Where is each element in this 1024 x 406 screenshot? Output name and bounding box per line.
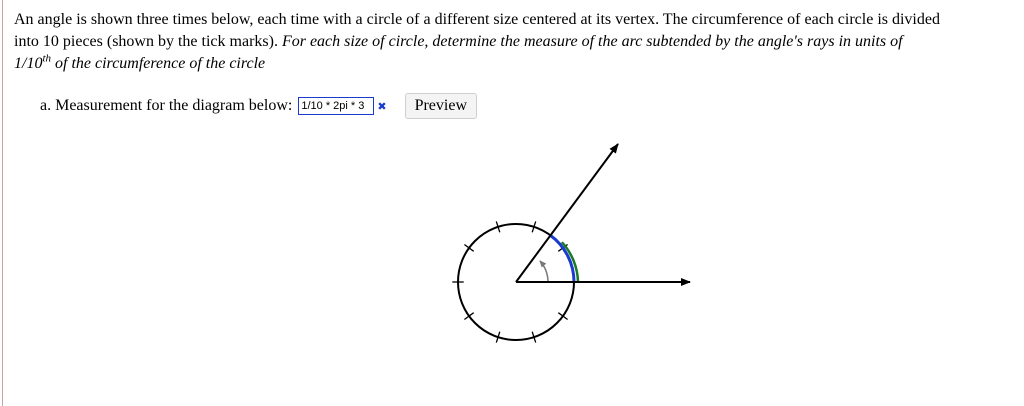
angle-diagram	[440, 138, 710, 353]
problem-line-3-rest: of the circumference of the circle	[51, 55, 266, 72]
problem-line-3	[14, 52, 266, 72]
superscript-th: th	[42, 52, 52, 65]
answer-row	[40, 93, 477, 119]
angle-direction-arrow	[540, 261, 548, 282]
problem-line-2-plain: into 10 pieces (shown by the tick marks).	[14, 33, 282, 50]
answer-input[interactable]: 1/10 * 2pi * 3	[298, 97, 374, 115]
angled-ray	[516, 144, 618, 282]
preview-button[interactable]: Preview	[405, 93, 477, 119]
tick-mark	[464, 245, 473, 252]
problem-line-1: An angle is shown three times below, each time with a circle of a different size centered at its vertex. The circumference of each circle is divided	[14, 11, 940, 28]
tick-mark	[558, 313, 567, 320]
tick-mark	[464, 313, 473, 320]
fraction-text: 1/10	[14, 55, 43, 72]
answer-label: a. Measurement for the diagram below:	[40, 97, 293, 114]
content-border	[2, 0, 3, 406]
incorrect-x-icon: ✖	[377, 99, 387, 113]
problem-line-2-italic: For each size of circle, determine the measure of the arc subtended by the angle's rays in units of	[281, 33, 903, 50]
problem-statement	[14, 9, 1016, 75]
